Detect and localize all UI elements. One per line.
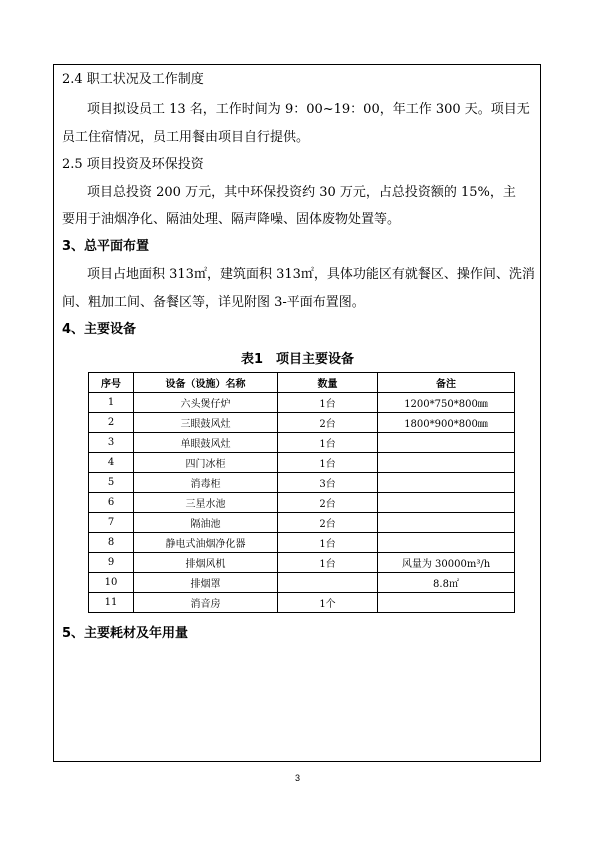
cell-name: 单眼鼓风灶 xyxy=(134,433,278,453)
table-header-row xyxy=(89,373,515,393)
cell-qty: 2台 xyxy=(278,513,378,533)
cell-name: 静电式油烟净化器 xyxy=(134,533,278,553)
section-4-heading: 4、主要设备 xyxy=(62,322,137,337)
cell-no: 6 xyxy=(89,493,134,513)
section-3-para-line-1: 项目占地面积 313㎡，建筑面积 313㎡，具体功能区有就餐区、操作间、洗消 xyxy=(87,267,535,282)
cell-note xyxy=(378,453,515,473)
table-row xyxy=(89,573,515,593)
cell-name: 三星水池 xyxy=(134,493,278,513)
cell-name: 排烟风机 xyxy=(134,553,278,573)
cell-no: 3 xyxy=(89,433,134,453)
table-row xyxy=(89,473,515,493)
cell-no: 5 xyxy=(89,473,134,493)
table-row xyxy=(89,433,515,453)
cell-note xyxy=(378,593,515,613)
cell-no: 11 xyxy=(89,593,134,613)
cell-no: 1 xyxy=(89,393,134,413)
section-2-5-heading: 2.5 项目投资及环保投资 xyxy=(62,157,204,172)
table-row xyxy=(89,533,515,553)
cell-no: 2 xyxy=(89,413,134,433)
cell-qty: 3台 xyxy=(278,473,378,493)
cell-name: 隔油池 xyxy=(134,513,278,533)
cell-qty: 1个 xyxy=(278,593,378,613)
section-3-para-line-2: 间、粗加工间、备餐区等，详见附图 3-平面布置图。 xyxy=(62,295,365,310)
header-note: 备注 xyxy=(378,373,515,393)
cell-qty: 2台 xyxy=(278,493,378,513)
table-row xyxy=(89,553,515,573)
section-2-4-para-line-2: 员工住宿情况，员工用餐由项目自行提供。 xyxy=(62,130,310,145)
section-5-heading: 5、主要耗材及年用量 xyxy=(62,626,189,641)
cell-no: 10 xyxy=(89,573,134,593)
cell-note: 风量为 30000m³/h xyxy=(378,553,515,573)
section-3-heading: 3、总平面布置 xyxy=(62,239,150,254)
cell-qty: 1台 xyxy=(278,433,378,453)
cell-no: 4 xyxy=(89,453,134,473)
table-row xyxy=(89,493,515,513)
table-row xyxy=(89,413,515,433)
cell-note: 1200*750*800㎜ xyxy=(378,393,515,413)
table-row xyxy=(89,513,515,533)
equipment-table xyxy=(88,372,515,613)
table-row xyxy=(89,593,515,613)
cell-no: 8 xyxy=(89,533,134,553)
page-number: 3 xyxy=(294,773,300,783)
header-qty: 数量 xyxy=(278,373,378,393)
cell-qty: 1台 xyxy=(278,553,378,573)
cell-name: 消音房 xyxy=(134,593,278,613)
section-2-5-para-line-1: 项目总投资 200 万元，其中环保投资约 30 万元，占总投资额的 15%，主 xyxy=(87,185,516,200)
header-no: 序号 xyxy=(89,373,134,393)
cell-note: 8.8㎡ xyxy=(378,573,515,593)
cell-name: 四门冰柜 xyxy=(134,453,278,473)
cell-name: 六头煲仔炉 xyxy=(134,393,278,413)
cell-no: 9 xyxy=(89,553,134,573)
table-row xyxy=(89,453,515,473)
header-name: 设备（设施）名称 xyxy=(134,373,278,393)
section-2-4-para-line-1: 项目拟设员工 13 名，工作时间为 9：00~19：00，年工作 300 天。项目无 xyxy=(87,102,530,117)
cell-qty: 1台 xyxy=(278,453,378,473)
cell-qty: 1台 xyxy=(278,533,378,553)
section-2-4-heading: 2.4 职工状况及工作制度 xyxy=(62,72,204,87)
cell-qty: 2台 xyxy=(278,413,378,433)
cell-note: 1800*900*800㎜ xyxy=(378,413,515,433)
cell-qty xyxy=(278,573,378,593)
cell-name: 三眼鼓风灶 xyxy=(134,413,278,433)
cell-note xyxy=(378,533,515,553)
table-row xyxy=(89,393,515,413)
cell-note xyxy=(378,433,515,453)
cell-name: 消毒柜 xyxy=(134,473,278,493)
cell-note xyxy=(378,473,515,493)
cell-qty: 1台 xyxy=(278,393,378,413)
cell-note xyxy=(378,493,515,513)
cell-name: 排烟罩 xyxy=(134,573,278,593)
section-2-5-para-line-2: 要用于油烟净化、隔油处理、隔声降噪、固体废物处置等。 xyxy=(62,212,401,227)
cell-no: 7 xyxy=(89,513,134,533)
table-caption: 表1 项目主要设备 xyxy=(240,352,355,367)
cell-note xyxy=(378,513,515,533)
